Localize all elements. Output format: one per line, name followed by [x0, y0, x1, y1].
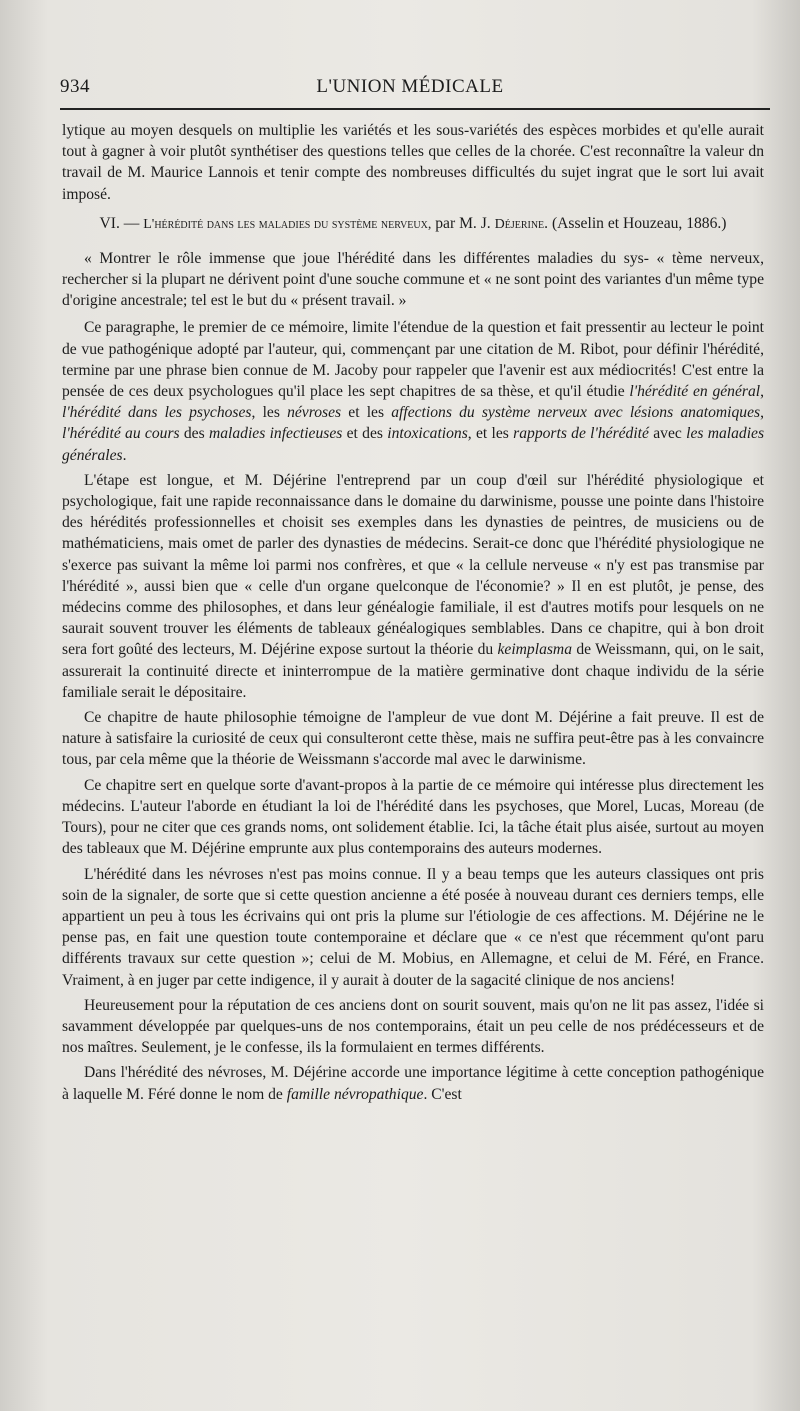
section-author-prefix: par M. J.: [431, 214, 495, 232]
text-run: , et les: [467, 425, 514, 443]
text-run: et les: [341, 404, 392, 422]
page-number: 934: [60, 76, 90, 97]
paragraph: Ce chapitre sert en quelque sorte d'avant-propos à la partie de ce mémoire qui intéresse plus directement les médecins. L'auteur l'aborde en étudiant la loi de l'hérédité dans les psychoses, que Morel, Lucas, Moreau (de Tours), pour ne citer que ces grands noms, ont solidement établie. Ici, la tâche était plus aisée, surtout au moyen des tableaux que M. Déjérine emprunte aux plus contemporains des auteurs modernes.: [62, 776, 764, 858]
section-author: Déjerine: [494, 216, 545, 232]
italic-run: famille névropathique: [286, 1085, 424, 1103]
section-publisher: . (Asselin et Houzeau, 1886.): [544, 214, 727, 232]
paragraph: [62, 317, 764, 465]
paragraph: Heureusement pour la réputation de ces anciens dont on sourit souvent, mais qu'on ne lit pas assez, l'idée si savamment développée par quelques-uns de nos contemporains, était un peu celle de nos prédécesseurs et de nos maîtres. Seulement, je le confesse, ils la formulaient en termes différents.: [62, 996, 764, 1057]
page-header: [60, 72, 760, 104]
italic-run: l'hérédité en général: [629, 383, 761, 401]
text-run: , les: [251, 404, 288, 422]
paragraph: [62, 470, 764, 703]
italic-run: rapports de l'hérédité: [513, 425, 649, 443]
italic-run: l'hérédité dans les psychoses: [62, 404, 252, 422]
text-run: des: [179, 425, 209, 443]
text-run: ,: [760, 383, 764, 401]
paragraph: [62, 1062, 764, 1104]
paragraph: L'hérédité dans les névroses n'est pas moins connue. Il y a beau temps que les auteurs classiques ont pris soin de la signaler, de sorte que si cette question ancienne a été posée à nouveau durant ces derniers temps, elle appartient un peu à tous les écrivains qui ont pris la plume sur l'étiologie de ces affections. M. Déjérine ne le pense pas, en fait une question toute contemporaine et déclare que « ce n'est que récemment qu'ont paru différents travaux sur cette question »; celui de M. Mobius, en Allemagne, et celui de M. Féré, en France. Vraiment, à en juger par cette indigence, il y aurait à douter de la sagacité clinique de nos anciens!: [62, 865, 764, 989]
italic-run: keimplasma: [497, 641, 572, 659]
italic-run: l'hérédité au cours: [62, 425, 180, 443]
section-heading: [62, 213, 764, 236]
running-title: L'UNION MÉDICALE: [316, 76, 504, 97]
italic-run: maladies infectieuses: [208, 425, 343, 443]
body-text: [62, 120, 764, 1105]
text-run: Ce paragraphe, le premier de ce mémoire, limite l'étendue de la question et fait pressentir au lecteur le point de vue pathogénique adopté par l'auteur, qui, commençant par une citation de M. Ribot, pour définir l'hérédité, termine par une phrase bien connue de M. Jacoby pour rappeler que l'avenir est aux médiocrités! C'est entre la pensée de ces deux psychologues qu'il place les sept chapitres de sa thèse, et qu'il étudie: [62, 319, 764, 401]
epigraph-quote: « Montrer le rôle immense que joue l'hérédité dans les différentes maladies du sys- « tème nerveux, rechercher si la plupart ne dérivent point d'une souche commune et « ne sont point des variantes d'un même type d'origine ancestrale; tel est le but du « présent travail. »: [62, 249, 764, 310]
italic-run: intoxications: [387, 425, 468, 443]
paragraph: Ce chapitre de haute philosophie témoigne de l'ampleur de vue dont M. Déjérine a fait preuve. Il est de nature à satisfaire la curiosité de ceux qui consulteront cette thèse, mais ne suffira peut-être pas à les convaincre tous, par cela même que la théorie de Weissmann s'accorde mal avec le darwinisme.: [62, 709, 764, 769]
text-run: L'étape est longue, et M. Déjérine l'entreprend par un coup d'œil sur l'hérédité physiologique et psychologique, fait une rapide reconnaissance dans le domaine du darwinisme, pousse une pointe dans l'histoire des hérédités professionnelles et choisit ses exemples dans les dynasties de peintres, de musiciens ou de mathématiciens, mais omet de parler des dynasties de médecins. Serait-ce donc que l'hérédité physiologique ne s'exerce pas suivant la même loi parmi nos confrères, et que « la cellule nerveuse « n'y est pas transmise par l'hérédité », aussi bien que « celle d'un organe quelconque de l'économie? » Il en est plutôt, je pense, des médecins comme des philosophes, et dans leur généalogie familiale, il est d'autres motifs pour lesquels on ne saurait souvent trouver les éléments de tableaux généalogiques semblables. Dans ce chapitre, qui à bon droit sera fort goûté des lecteurs, M. Déjérine expose surtout la théorie du: [62, 471, 764, 659]
text-run: de Weissmann, qui, on le sait, assurerait la continuité directe et ininterrompue de la matière germinative dont chaque individu de la série familiale serait le dépositaire.: [62, 641, 764, 701]
text-run: .: [122, 446, 127, 464]
section-title: L'hérédité dans les maladies du système nerveux,: [143, 216, 432, 232]
text-run: . C'est: [423, 1085, 462, 1103]
text-run: avec: [648, 425, 687, 443]
italic-run: les maladies générales: [62, 425, 765, 464]
text-run: et des: [342, 425, 388, 443]
text-run: Dans l'hérédité des névroses, M. Déjérine accorde une importance légitime à cette conception pathogénique à laquelle M. Féré donne le nom de: [62, 1064, 764, 1103]
paragraph-continuation: lytique au moyen desquels on multiplie les variétés et les sous-variétés des espèces morbides et qu'elle aurait tout à gagner à voir plutôt synthétiser des questions telles que celles de la chorée. C'est reconnaître la valeur dn travail de M. Maurice Lannois et tenir compte des nombreuses difficultés du sujet ingrat que le sort lui avait imposé.: [62, 122, 764, 203]
italic-run: névroses: [287, 404, 342, 422]
section-number: VI. —: [99, 214, 144, 232]
header-rule: [60, 108, 770, 110]
text-run: ,: [760, 404, 764, 422]
italic-run: affections du système nerveux avec lésions anatomiques: [391, 404, 761, 422]
